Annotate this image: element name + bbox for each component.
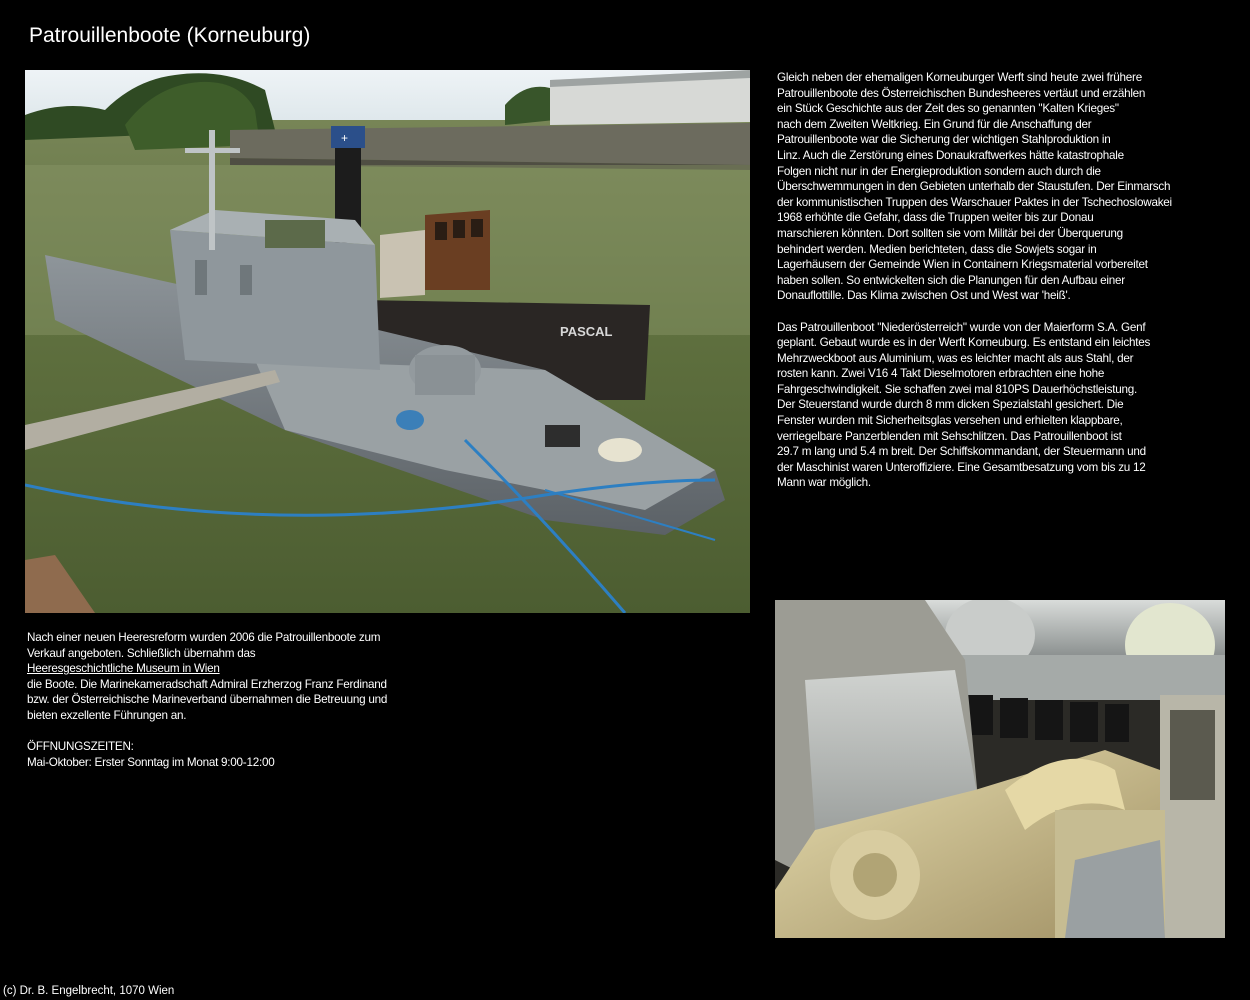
svg-text:+: +	[341, 131, 349, 145]
history-text	[777, 70, 1217, 491]
opening-hours-label: ÖFFNUNGSZEITEN:	[27, 740, 134, 754]
history-paragraph	[777, 70, 1217, 304]
text-line: der kommunistischen Truppen des Warschauer Paktes in der Tschechoslowakei	[777, 195, 1172, 209]
text-line: Überschwemmungen in den Gebieten unterhalb der Staustufen. Der Einmarsch	[777, 180, 1171, 194]
text-line: 1968 erhöhte die Gefahr, dass die Truppen weiter bis zur Donau	[777, 211, 1094, 225]
text-line: der Maschinist waren Unteroffiziere. Eine Gesamtbesatzung vom bis zu 12	[777, 460, 1146, 474]
museum-text	[27, 630, 447, 770]
text-line: Patrouillenboote war die Sicherung der wichtigen Stahlproduktion in	[777, 133, 1111, 147]
text-line: Fenster wurden mit Sicherheitsglas versehen und erhielten klappbare,	[777, 414, 1123, 428]
text-line: haben sollen. So entwickelten sich die Planungen für den Aufbau einer	[777, 273, 1125, 287]
museum-line: bzw. der Österreichische Marineverband übernahmen die Betreuung und	[27, 693, 388, 707]
text-line: Lagerhäusern der Gemeinde Wien in Containern Kriegsmaterial vorbereitet	[777, 258, 1148, 272]
specs-paragraph	[777, 320, 1217, 492]
text-line: Mann war möglich.	[777, 476, 871, 490]
text-line: nach dem Zweiten Weltkrieg. Ein Grund für die Anschaffung der	[777, 117, 1092, 131]
museum-link[interactable]: Heeresgeschichtliche Museum in Wien	[27, 662, 220, 676]
text-line: ein Stück Geschichte aus der Zeit des so genannten "Kalten Krieges"	[777, 102, 1119, 116]
hull-name-text: PASCAL	[560, 324, 613, 339]
museum-line: bieten exzellente Führungen an.	[27, 708, 187, 722]
text-line: behindert werden. Medien berichteten, dass die Sowjets sogar in	[777, 242, 1097, 256]
text-line: geplant. Gebaut wurde es in der Werft Korneuburg. Es entstand ein leichtes	[777, 336, 1151, 350]
text-line: Der Steuerstand wurde durch 8 mm dicken Spezialstahl gesichert. Die	[777, 398, 1124, 412]
text-line: verriegelbare Panzerblenden mit Sehschlitzen. Das Patrouillenboot ist	[777, 429, 1122, 443]
text-line: Das Patrouillenboot "Niederösterreich" wurde von der Maierform S.A. Genf	[777, 320, 1146, 334]
text-line: Donauflottille. Das Klima zwischen Ost und West war 'heiß'.	[777, 289, 1071, 303]
opening-hours-value: Mai-Oktober: Erster Sonntag im Monat 9:00-12:00	[27, 755, 275, 769]
text-line: Fahrgeschwindigkeit. Sie schaffen zwei mal 810PS Dauerhöchstleistung.	[777, 382, 1137, 396]
text-line: rosten kann. Zwei V16 4 Takt Dieselmotoren erbrachten eine hohe	[777, 367, 1105, 381]
museum-line: Nach einer neuen Heeresreform wurden 2006 die Patrouillenboote zum	[27, 631, 381, 644]
patrol-boat-photo	[25, 70, 750, 613]
text-line: Patrouillenboote des Österreichischen Bundesheeres vertäut und erzählen	[777, 86, 1146, 100]
copyright-footer: (c) Dr. B. Engelbrecht, 1070 Wien	[3, 985, 175, 997]
text-line: marschieren könnten. Dort sollten sie vom Militär bei der Überquerung	[777, 226, 1123, 240]
text-line: Linz. Auch die Zerstörung eines Donaukraftwerkes hätte katastrophale	[777, 148, 1124, 162]
text-line: Folgen nicht nur in der Energieproduktion sondern auch durch die	[777, 164, 1101, 178]
page-title: Patrouillenboote (Korneuburg)	[29, 24, 311, 47]
text-line: Mehrzweckboot aus Aluminium, was es leichter macht als aus Stahl, der	[777, 351, 1134, 365]
museum-line: die Boote. Die Marinekameradschaft Admiral Erzherzog Franz Ferdinand	[27, 677, 387, 691]
museum-line: Verkauf angeboten. Schließlich übernahm das	[27, 646, 256, 660]
text-line: 29.7 m lang und 5.4 m breit. Der Schiffskommandant, der Steuermann und	[777, 445, 1146, 459]
text-line: Gleich neben der ehemaligen Korneuburger Werft sind heute zwei frühere	[777, 71, 1142, 84]
engine-room-photo	[775, 600, 1225, 938]
